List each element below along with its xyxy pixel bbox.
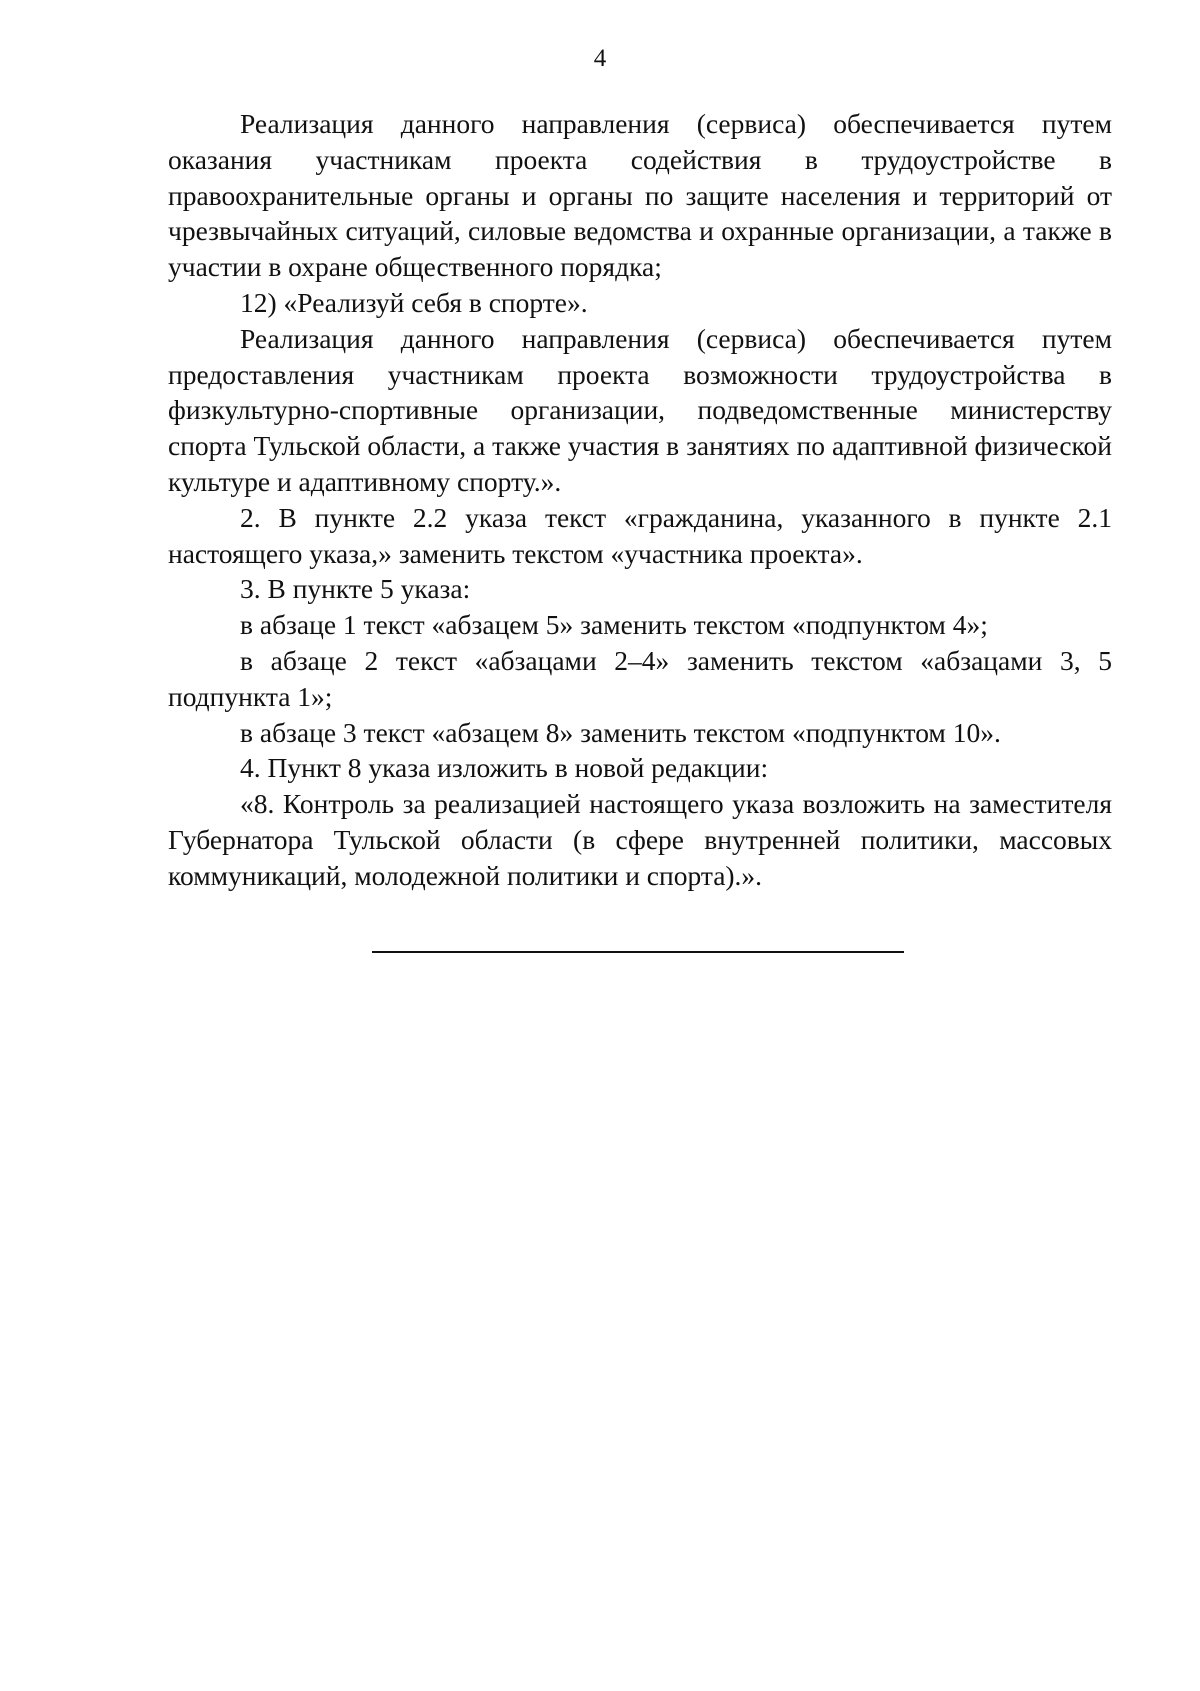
paragraph-amendment-2: 2. В пункте 2.2 указа текст «гражданина, указанного в пункте 2.1 настоящего указа,» заменить текстом «участника проекта».: [168, 501, 1112, 569]
paragraph-amendment-3-item-1: в абзаце 1 текст «абзацем 5» заменить текстом «подпунктом 4»;: [240, 609, 988, 641]
paragraph-amendment-3-item-2: в абзаце 2 текст «абзацами 2–4» заменить текстом «абзацами 3, 5 подпункта 1»;: [168, 644, 1112, 712]
paragraph-amendment-4-new-text: «8. Контроль за реализацией настоящего указа возложить на заместителя Губернатора Тульской области (в сфере внутренней политики, массовых коммуникаций, молодежной политики и спорта).».: [168, 788, 1112, 891]
paragraph-amendment-3: 3. В пункте 5 указа:: [240, 573, 471, 605]
page-number: 4: [593, 45, 607, 72]
paragraph-direction-12-description: Реализация данного направления (сервиса) обеспечивается путем предоставления участникам проекта возможности трудоустройства в физкультурно-спортивные организации, подведомственные министерству спорта Тульской области, а также участия в занятиях по адаптивной физической культуре и адаптивному спорту.».: [168, 322, 1112, 497]
document-body: [168, 106, 1112, 894]
paragraph-direction-12-title: 12) «Реализуй себя в спорте».: [240, 286, 588, 318]
paragraph-amendment-3-item-3: в абзаце 3 текст «абзацем 8» заменить текстом «подпунктом 10».: [240, 716, 1001, 748]
paragraph-direction-11-description: Реализация данного направления (сервиса) обеспечивается путем оказания участникам проекта содействия в трудоустройстве в правоохранительные органы и органы по защите населения и территорий от чрезвычайных ситуаций, силовые ведомства и охранные организации, а также в участии в охране общественного порядка;: [168, 108, 1112, 283]
end-separator-line: [372, 951, 904, 953]
paragraph-amendment-4: 4. Пункт 8 указа изложить в новой редакции:: [240, 752, 769, 784]
